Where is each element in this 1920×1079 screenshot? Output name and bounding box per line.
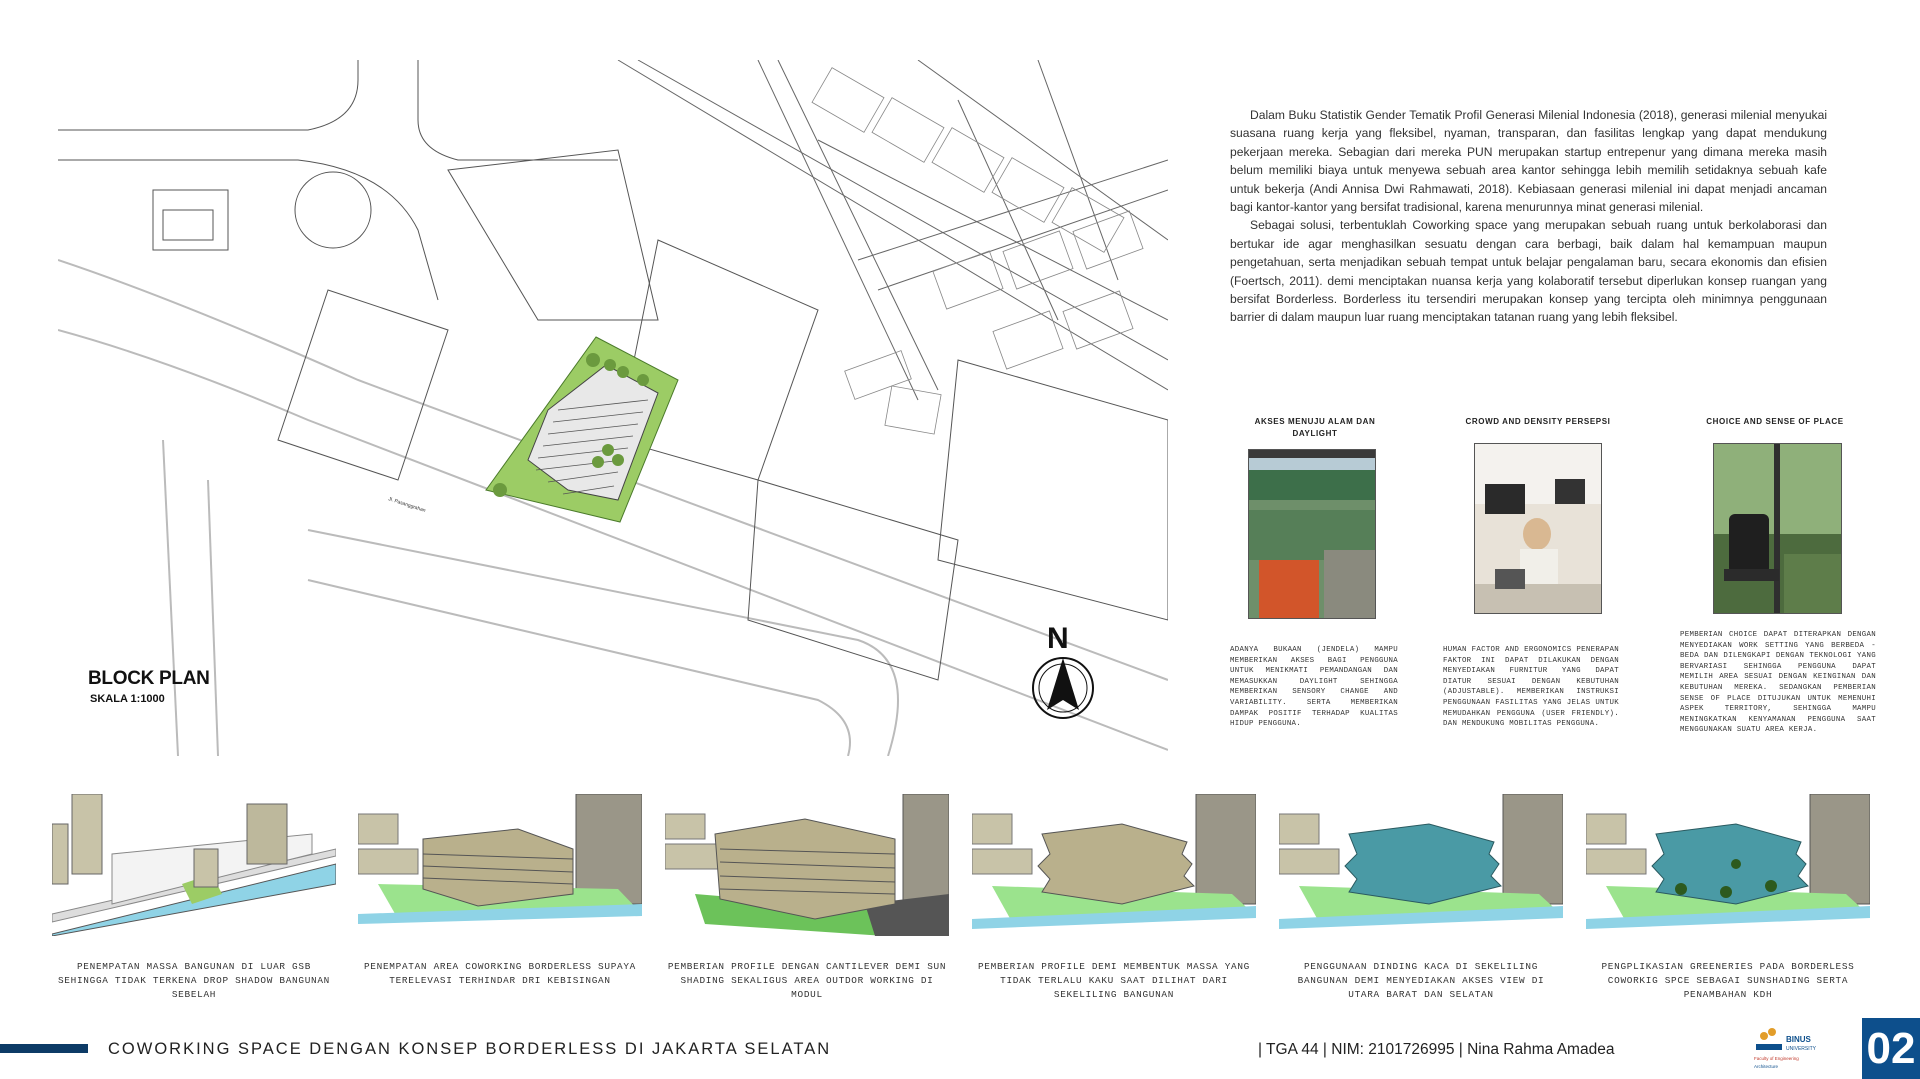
concept-photo-1 — [1248, 449, 1376, 619]
logo-dept-text: Architecture — [1754, 1064, 1779, 1069]
plan-title: BLOCK PLAN — [88, 668, 210, 689]
massing-caption-1: PENEMPATAN MASSA BANGUNAN DI LUAR GSB SEHINGGA TIDAK TERKENA DROP SHADOW BANGUNAN SEBELAH — [57, 961, 330, 1000]
plan-scale: SKALA 1:1000 — [90, 693, 165, 705]
massing-image-1 — [52, 794, 336, 936]
massing-image-6 — [1586, 794, 1870, 936]
concept-title-2: CROWD AND DENSITY PERSEPSI — [1465, 417, 1611, 426]
massing-caption-4: PEMBERIAN PROFILE DEMI MEMBENTUK MASSA YANG TIDAK TERLALU KAKU SAAT DILIHAT DARI SEKELILING BANGUNAN — [977, 961, 1250, 1000]
massing-caption-2: PENEMPATAN AREA COWORKING BORDERLESS SUPAYA TERELEVASI TERHINDAR DRI KEBISINGAN — [363, 961, 636, 986]
concept-desc-3: PEMBERIAN CHOICE DAPAT DITERAPKAN DENGAN MENYEDIAKAN WORK SETTING YANG BERBEDA - BEDA DAN DILENGKAPI DENGAN TEKNOLOGI YANG BERVARIASI SEHINGGA PENGGUNA DAPAT MEMILIH AREA SESUAI DENGAN KEINGINAN DAN KEBUTUHAN MEREKA. SEDANGKAN PEMBERIAN SENSE OF PLACE DITUJUKAN UNTUK MEMENUHI ASPEK TERRITORY, SEHINGGA MAMPU MENINGKATKAN KENYAMANAN PENGGUNA SAAT MENGGUNAKAN SUATU AREA KERJA. — [1680, 631, 1876, 735]
intro-paragraph-1: Dalam Buku Statistik Gender Tematik Profil Generasi Milenial Indonesia (2018), generasi milenial menyukai suasana ruang kerja yang fleksibel, nyaman, transparan, dan fasilitas lengkap yang dapat mendukung pekerjaan mereka. Sebagian dari mereka PUN merupakan startup entrepenur yang dimana mereka masih belum memiliki biaya untuk menyewa sebuah area kantor sehingga lebih memilih setidaknya sebuah kafe untuk bekerja (Andi Annisa Dwi Rahmawati, 2018). Kebiasaan generasi milenial ini dapat menjadi ancaman bagi kantor-kantor yang bersifat tradisional, karena menurunnya minat generasi milenial. — [1230, 108, 1827, 215]
terrace-photo-icon — [1249, 450, 1376, 619]
footer-accent-bar — [0, 1044, 88, 1053]
office-photo-icon — [1475, 444, 1602, 614]
concept-desc-1: ADANYA BUKAAN (JENDELA) MAMPU MEMBERIKAN AKSES BAGI PENGGUNA UNTUK MENIKMATI PEMANDANGAN DAN MEMASUKKAN DAYLIGHT SEHINGGA MEMBERIKAN SENSORY CHANGE AND VARIABILITY. SERTA MEMBERIKAN DAMPAK POSITIF TERHADAP KUALITAS HIDUP PENGGUNA. — [1230, 646, 1398, 729]
block-plan-drawing — [58, 60, 1168, 756]
north-label: N — [1047, 622, 1069, 655]
binus-logo-icon — [1752, 1022, 1824, 1074]
massing-profile-icon — [972, 794, 1256, 936]
intro-text — [1230, 106, 1827, 327]
intro-paragraph-2: Sebagai solusi, terbentuklah Coworking space yang merupakan sebuah ruang untuk berkolaborasi dan bertukar ide agar menghasilkan sesuatu dengan cara berbagi, baik dalam hal kemampuan maupun pengetahuan, serta menjadikan sebuah tempat untuk belajar pengalaman baru, secara ekonomis dan efisien (Foertsch, 2011). demi menciptakan nuansa kerja yang kolaboratif tersebut diperlukan konsep ruangan yang bersifat Borderless. Borderless itu tersendiri merupakan konsep yang tercipta oleh minimnya penggunaan barrier di dalam maupun luar ruang menciptakan tatanan ruang yang lebih fleksibel. — [1230, 218, 1827, 325]
massing-caption-6: PENGPLIKASIAN GREENERIES PADA BORDERLESS COWORKIG SPCE SEBAGAI SUNSHADING SERTA PENAMBAHAN KDH — [1601, 961, 1855, 1000]
block-plan — [58, 60, 1168, 756]
massing-caption-3: PEMBERIAN PROFILE DENGAN CANTILEVER DEMI SUN SHADING SEKALIGUS AREA OUTDOR WORKING DI MODUL — [667, 961, 947, 1000]
street-label: Jl. Pasanggrahan — [387, 496, 427, 514]
massing-image-3 — [665, 794, 949, 936]
site-plot — [486, 337, 678, 522]
massing-image-5 — [1279, 794, 1563, 936]
logo-faculty-text: Faculty of Engineering — [1754, 1056, 1799, 1061]
massing-caption-5: PENGGUNAAN DINDING KACA DI SEKELILING BANGUNAN DEMI MENYEDIAKAN AKSES VIEW DI UTARA BARAT DAN SELATAN — [1297, 961, 1545, 1000]
binus-logo — [1752, 1022, 1824, 1074]
massing-block-icon — [358, 794, 642, 936]
logo-sub-text: UNIVERSITY — [1786, 1046, 1817, 1052]
massing-cantilever-icon — [665, 794, 949, 936]
logo-main-text: BINUS — [1786, 1035, 1811, 1044]
massing-image-4 — [972, 794, 1256, 936]
concept-title-1: AKSES MENUJU ALAM DAN DAYLIGHT — [1254, 417, 1376, 438]
chair-photo-icon — [1714, 444, 1842, 614]
page-number: 02 — [1862, 1018, 1920, 1079]
massing-glass-icon — [1279, 794, 1563, 936]
massing-image-2 — [358, 794, 642, 936]
concept-photo-3 — [1713, 443, 1842, 614]
footer-title: COWORKING SPACE DENGAN KONSEP BORDERLESS DI JAKARTA SELATAN — [108, 1040, 832, 1058]
massing-site-icon — [52, 794, 336, 936]
concept-title-3: CHOICE AND SENSE OF PLACE — [1706, 417, 1844, 426]
concept-photo-2 — [1474, 443, 1602, 614]
concept-desc-2: HUMAN FACTOR AND ERGONOMICS PENERAPAN FAKTOR INI DAPAT DILAKUKAN DENGAN MENYEDIAKAN FURNITUR YANG DAPAT DIATUR SESUAI DENGAN KEBUTUHAN (ADJUSTABLE). MEMBERIKAN INSTRUKSI PENGGUNAAN FASILITAS YANG JELAS UNTUK MEMUDAHKAN PENGGUNA (USER FRIENDLY). DAN MENDUKUNG MOBILITAS PENGGUNA. — [1443, 646, 1619, 729]
footer-info: | TGA 44 | NIM: 2101726995 | Nina Rahma Amadea — [1258, 1041, 1615, 1058]
massing-greenery-icon — [1586, 794, 1870, 936]
